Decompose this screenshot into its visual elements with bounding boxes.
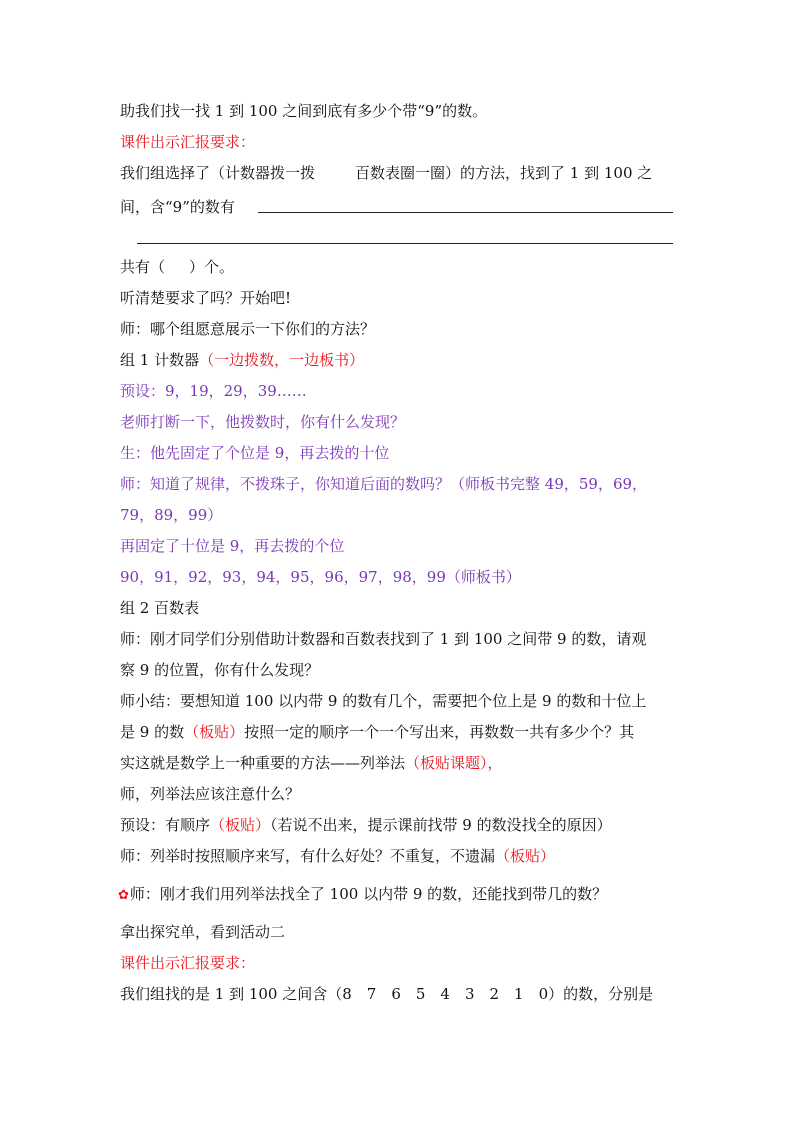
group1-line bbox=[120, 350, 364, 370]
teacher-summary-line-3 bbox=[120, 753, 503, 773]
teacher-summary-line-2 bbox=[120, 722, 634, 742]
benefit-line bbox=[120, 846, 555, 866]
preset-numbers: 预设：9，19，29，39…… bbox=[120, 382, 307, 400]
enumeration-method: 实这就是数学上一种重要的方法——列举法 bbox=[120, 754, 406, 772]
next-question-text: 师：刚才我们用列举法找全了 100 以内带 9 的数，还能找到带几的数？ bbox=[129, 885, 608, 903]
total-suffix: ）个。 bbox=[189, 258, 235, 276]
group-found-line: 我们组找的是 1 到 100 之间含（8 7 6 5 4 3 2 1 0）的数，分别是 bbox=[120, 985, 654, 1003]
group-choice-line bbox=[120, 163, 652, 183]
teacher-attention-question: 师，列举法应该注意什么？ bbox=[120, 785, 301, 803]
board-post-note-3: （板贴） bbox=[495, 847, 556, 865]
group1-note: （一边拨数，一边板书） bbox=[199, 351, 365, 369]
flower-icon: ✿ bbox=[118, 888, 129, 903]
courseware-requirement-heading: 课件出示汇报要求： bbox=[120, 133, 256, 151]
preset-order-line bbox=[120, 815, 612, 835]
courseware-requirement-heading-2: 课件出示汇报要求： bbox=[120, 954, 256, 972]
start-prompt: 听清楚要求了吗？开始吧! bbox=[120, 289, 292, 307]
answer-underline-1 bbox=[258, 212, 673, 213]
choice-counter: 我们组选择了（计数器拨一拨 bbox=[120, 164, 316, 182]
teacher-pattern-continued: 79，89，99） bbox=[120, 506, 223, 524]
student-answer: 生：他先固定了个位是 9，再去拨的十位 bbox=[120, 444, 390, 462]
total-prefix: 共有（ bbox=[120, 258, 166, 276]
teacher-observe-line-2: 察 9 的位置，你有什么发现？ bbox=[120, 661, 320, 679]
group1-label: 组 1 计数器 bbox=[120, 351, 200, 369]
teacher-pattern-question: 师：知道了规律，不拨珠子，你知道后面的数吗？（师板书完整 49，59，69， bbox=[120, 475, 648, 493]
numbers-with-nine-line: 间，含“9”的数有 bbox=[120, 198, 235, 216]
nineties-list: 90，91，92，93，94，95，96，97，98，99（师板书） bbox=[120, 568, 521, 586]
hint-note: （若说不出来，提示课前找带 9 的数没找全的原因） bbox=[270, 816, 612, 834]
teacher-next-question bbox=[118, 884, 607, 906]
take-worksheet-line: 拿出探究单，看到活动二 bbox=[120, 923, 286, 941]
preset-order: 预设：有顺序 bbox=[120, 816, 211, 834]
board-post-title-note: （板贴课题）， bbox=[405, 754, 503, 772]
choice-hundred-chart: 百数表圈一圈）的方法，找到了 1 到 100 之 bbox=[355, 164, 653, 182]
teacher-summary-line-1: 师小结：要想知道 100 以内带 9 的数有几个，需要把个位上是 9 的数和十位上 bbox=[120, 692, 647, 710]
fix-tens-line: 再固定了十位是 9，再去拨的个位 bbox=[120, 537, 345, 555]
total-count-line bbox=[120, 257, 234, 277]
board-post-note-2: （板贴） bbox=[210, 816, 271, 834]
teacher-question-1: 师：哪个组愿意展示一下你们的方法？ bbox=[120, 320, 376, 338]
board-post-note-1: （板贴） bbox=[184, 723, 245, 741]
benefit-text: 师：列举时按照顺序来写，有什么好处？不重复，不遗漏 bbox=[120, 847, 496, 865]
group2-label: 组 2 百数表 bbox=[120, 599, 200, 617]
teacher-observe-line-1: 师：刚才同学们分别借助计数器和百数表找到了 1 到 100 之间带 9 的数，请观 bbox=[120, 630, 647, 648]
answer-underline-2 bbox=[137, 243, 673, 244]
paragraph-intro: 助我们找一找 1 到 100 之间到底有多少个带“9”的数。 bbox=[120, 102, 488, 120]
summary-part-a: 是 9 的数 bbox=[120, 723, 185, 741]
summary-part-c: 按照一定的顺序一个一个写出来，再数数一共有多少个？其 bbox=[244, 723, 635, 741]
teacher-interrupt: 老师打断一下，他拨数时，你有什么发现？ bbox=[120, 413, 406, 431]
